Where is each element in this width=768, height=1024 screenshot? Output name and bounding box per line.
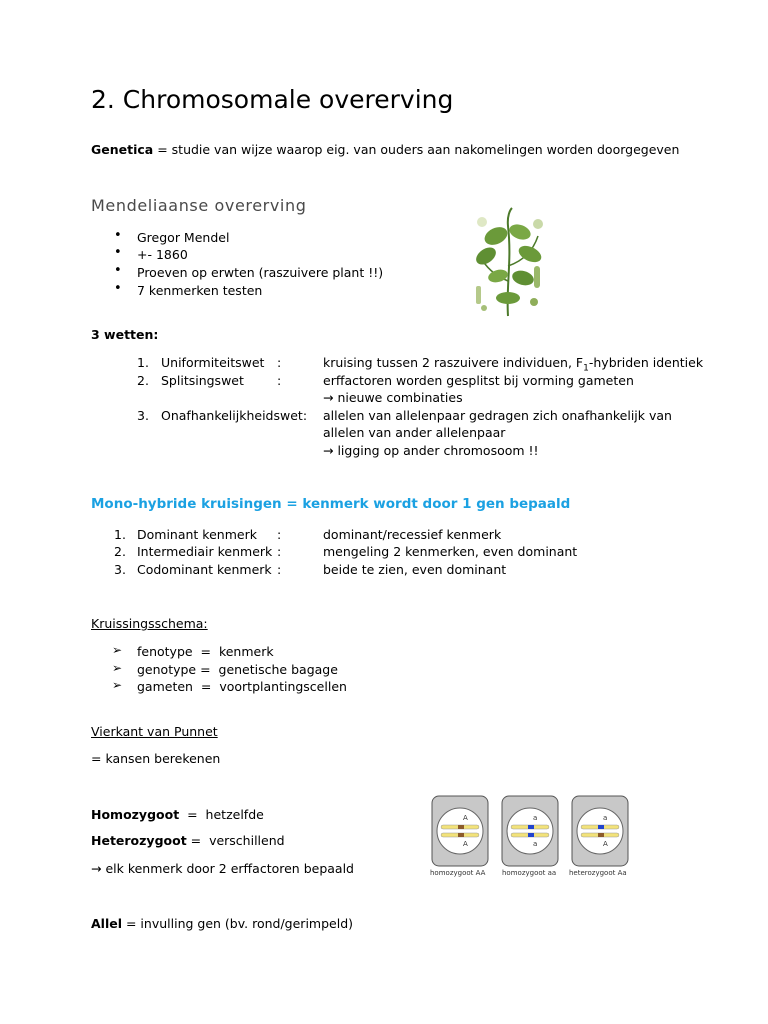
trait-name: Dominant kenmerk <box>137 527 257 542</box>
law-description: erffactoren worden gesplitst bij vorming gameten <box>323 373 634 388</box>
law-description: allelen van allelenpaar gedragen zich onafhankelijk van <box>323 408 672 423</box>
mono-heading: Mono-hybride kruisingen = kenmerk wordt door 1 gen bepaald <box>91 496 571 512</box>
allele-letter: a <box>533 840 538 848</box>
wetten-heading: 3 wetten: <box>91 327 159 342</box>
punnet-heading: Vierkant van Punnet <box>91 724 218 739</box>
list-item: gameten = voortplantingscellen <box>137 679 347 694</box>
separator: : <box>277 355 282 370</box>
arrow-bullet-icon: ➢ <box>112 678 123 692</box>
cell-homozygous-aa <box>502 796 558 866</box>
trait-description: beide te zien, even dominant <box>323 562 507 577</box>
bullet-icon: • <box>114 228 122 243</box>
list-item: Gregor Mendel <box>137 230 230 245</box>
trait-name: Intermediair kenmerk <box>137 544 273 559</box>
list-item: +- 1860 <box>137 247 188 262</box>
genetica-def: = studie van wijze waarop eig. van ouders aan nakomelingen worden doorgegeven <box>153 142 680 157</box>
trait-description: mengeling 2 kenmerken, even dominant <box>323 544 578 559</box>
separator: : <box>277 527 282 542</box>
homozygoot-line: Homozygoot = hetzelfde <box>91 807 264 822</box>
allel-definition: Allel = invulling gen (bv. rond/gerimpeld) <box>91 916 354 931</box>
punnet-text: = kansen berekenen <box>91 751 221 766</box>
zygote-cells-figure <box>428 794 634 880</box>
list-number: 1. <box>137 355 149 370</box>
cell-caption: homozygoot aa <box>502 869 557 877</box>
law-note: → nieuwe combinaties <box>323 390 463 405</box>
list-item: fenotype = kenmerk <box>137 644 274 659</box>
bullet-icon: • <box>114 245 122 260</box>
law-description: kruising tussen 2 raszuivere individuen, $F_1$-hybriden identiek <box>323 355 704 374</box>
allele-letter: a <box>603 814 608 822</box>
separator: : <box>277 373 282 388</box>
cell-heterozygous-Aa <box>572 796 628 866</box>
law-name: Uniformiteitswet <box>161 355 265 370</box>
list-number: 1. <box>114 527 126 542</box>
bullet-icon: • <box>114 263 122 278</box>
cell-caption: homozygoot AA <box>430 869 486 877</box>
law-description-cont: allelen van ander allelenpaar <box>323 425 506 440</box>
trait-name: Codominant kenmerk <box>137 562 272 577</box>
list-item: Proeven op erwten (raszuivere plant !!) <box>137 265 384 280</box>
separator: : <box>277 562 282 577</box>
separator: : <box>277 544 282 559</box>
law-name: Onafhankelijkheidswet: <box>161 408 308 423</box>
heterozygoot-line: Heterozygoot = verschillend <box>91 833 285 848</box>
list-item: genotype = genetische bagage <box>137 662 338 677</box>
allele-letter: A <box>463 814 468 822</box>
subscript: 1 <box>583 363 589 374</box>
list-number: 3. <box>137 408 149 423</box>
list-number: 2. <box>114 544 126 559</box>
zygote-cells-svg <box>428 794 634 880</box>
trait-description: dominant/recessief kenmerk <box>323 527 502 542</box>
bullet-icon: • <box>114 281 122 296</box>
pea-plant-image <box>468 206 552 320</box>
allele-letter: A <box>463 840 468 848</box>
genetica-term: Genetica <box>91 142 154 157</box>
arrow-bullet-icon: ➢ <box>112 661 123 675</box>
allele-letter: a <box>533 814 538 822</box>
kruissing-heading: Kruissingsschema: <box>91 616 208 631</box>
page-title: 2. Chromosomale overerving <box>91 85 454 114</box>
law-name: Splitsingswet <box>161 373 244 388</box>
list-number: 3. <box>114 562 126 577</box>
mendel-heading: Mendeliaanse overerving <box>91 196 307 215</box>
erffactoren-note: → elk kenmerk door 2 erffactoren bepaald <box>91 861 354 876</box>
genetica-definition <box>91 141 679 158</box>
law-note: → ligging op ander chromosoom !! <box>323 443 539 458</box>
allele-letter: A <box>603 840 608 848</box>
cell-caption: heterozygoot Aa <box>569 869 627 877</box>
arrow-bullet-icon: ➢ <box>112 643 123 657</box>
list-item: 7 kenmerken testen <box>137 283 263 298</box>
cell-homozygous-AA <box>432 796 488 866</box>
list-number: 2. <box>137 373 149 388</box>
